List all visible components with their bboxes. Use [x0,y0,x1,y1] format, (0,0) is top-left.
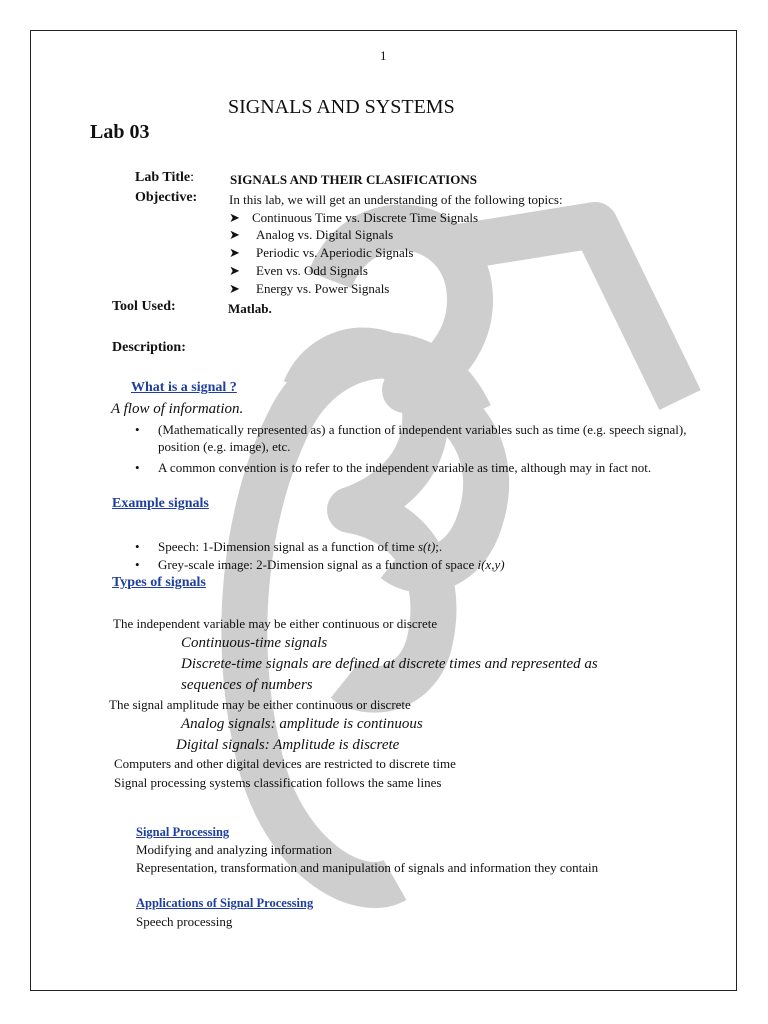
description-heading: Description: [112,340,186,355]
signal-processing-line2: Representation, transformation and manipulation of signals and information they contain [136,860,599,875]
signal-processing-line1: Modifying and analyzing information [136,842,333,857]
tool-used-value: Matlab. [228,301,272,316]
tool-used-label: Tool Used: [112,299,176,314]
flow-text: A flow of information. [111,401,244,417]
bullet-icon: • [135,422,140,437]
list-item: ➤ Energy vs. Power Signals [229,281,390,296]
discrete-time-text-line1: Discrete-time signals are defined at discrete times and represented as [181,656,598,672]
page-title: SIGNALS AND SYSTEMS [228,96,455,118]
list-item: ➤ Analog vs. Digital Signals [229,227,394,242]
lab-number: Lab 03 [90,121,150,143]
list-item: ➤ Continuous Time vs. Discrete Time Signals [229,210,479,225]
classification-text: Signal processing systems classification follows the same lines [114,775,442,790]
computers-text: Computers and other digital devices are restricted to discrete time [114,756,456,771]
list-item: • Speech: 1-Dimension signal as a function of time s(t);. [135,539,443,554]
bullet-icon: • [135,557,140,572]
continuous-time-text: Continuous-time signals [181,635,328,651]
objective-intro: In this lab, we will get an understanding of the following topics: [229,192,563,207]
list-item: • Grey-scale image: 2-Dimension signal as a function of space i(x,y) [135,557,505,572]
types-of-signals-heading[interactable]: Types of signals [112,575,206,590]
arrow-bullet-icon: ➤ [229,263,240,278]
list-item: • (Mathematically represented as) a function of independent variables such as time (e.g. speech signal), position (e.g. image), etc. [135,422,687,454]
arrow-bullet-icon: ➤ [229,281,240,296]
discrete-time-text-line2: sequences of numbers [181,677,313,693]
list-item: ➤ Periodic vs. Aperiodic Signals [229,245,414,260]
independent-variable-text: The independent variable may be either continuous or discrete [113,616,438,631]
page-number: 1 [380,48,387,63]
signal-processing-heading[interactable]: Signal Processing [136,825,230,839]
what-is-signal-heading[interactable]: What is a signal ? [131,380,237,395]
list-item: ➤ Even vs. Odd Signals [229,263,368,278]
applications-line1: Speech processing [136,914,233,929]
amplitude-text: The signal amplitude may be either continuous or discrete [109,697,411,712]
digital-text: Digital signals: Amplitude is discrete [176,737,400,753]
lab-title-value: SIGNALS AND THEIR CLASIFICATIONS [230,172,477,187]
list-item: • A common convention is to refer to the independent variable as time, although may in fact not. [135,460,652,475]
arrow-bullet-icon: ➤ [229,227,240,242]
applications-heading[interactable]: Applications of Signal Processing [136,896,314,910]
objective-label: Objective: [135,190,198,205]
lab-title-label: Lab Title: [135,170,195,185]
arrow-bullet-icon: ➤ [229,245,240,260]
bullet-icon: • [135,460,140,475]
arrow-bullet-icon: ➤ [229,210,240,225]
example-signals-heading[interactable]: Example signals [112,496,209,511]
bullet-icon: • [135,539,140,554]
analog-text: Analog signals: amplitude is continuous [181,716,423,732]
